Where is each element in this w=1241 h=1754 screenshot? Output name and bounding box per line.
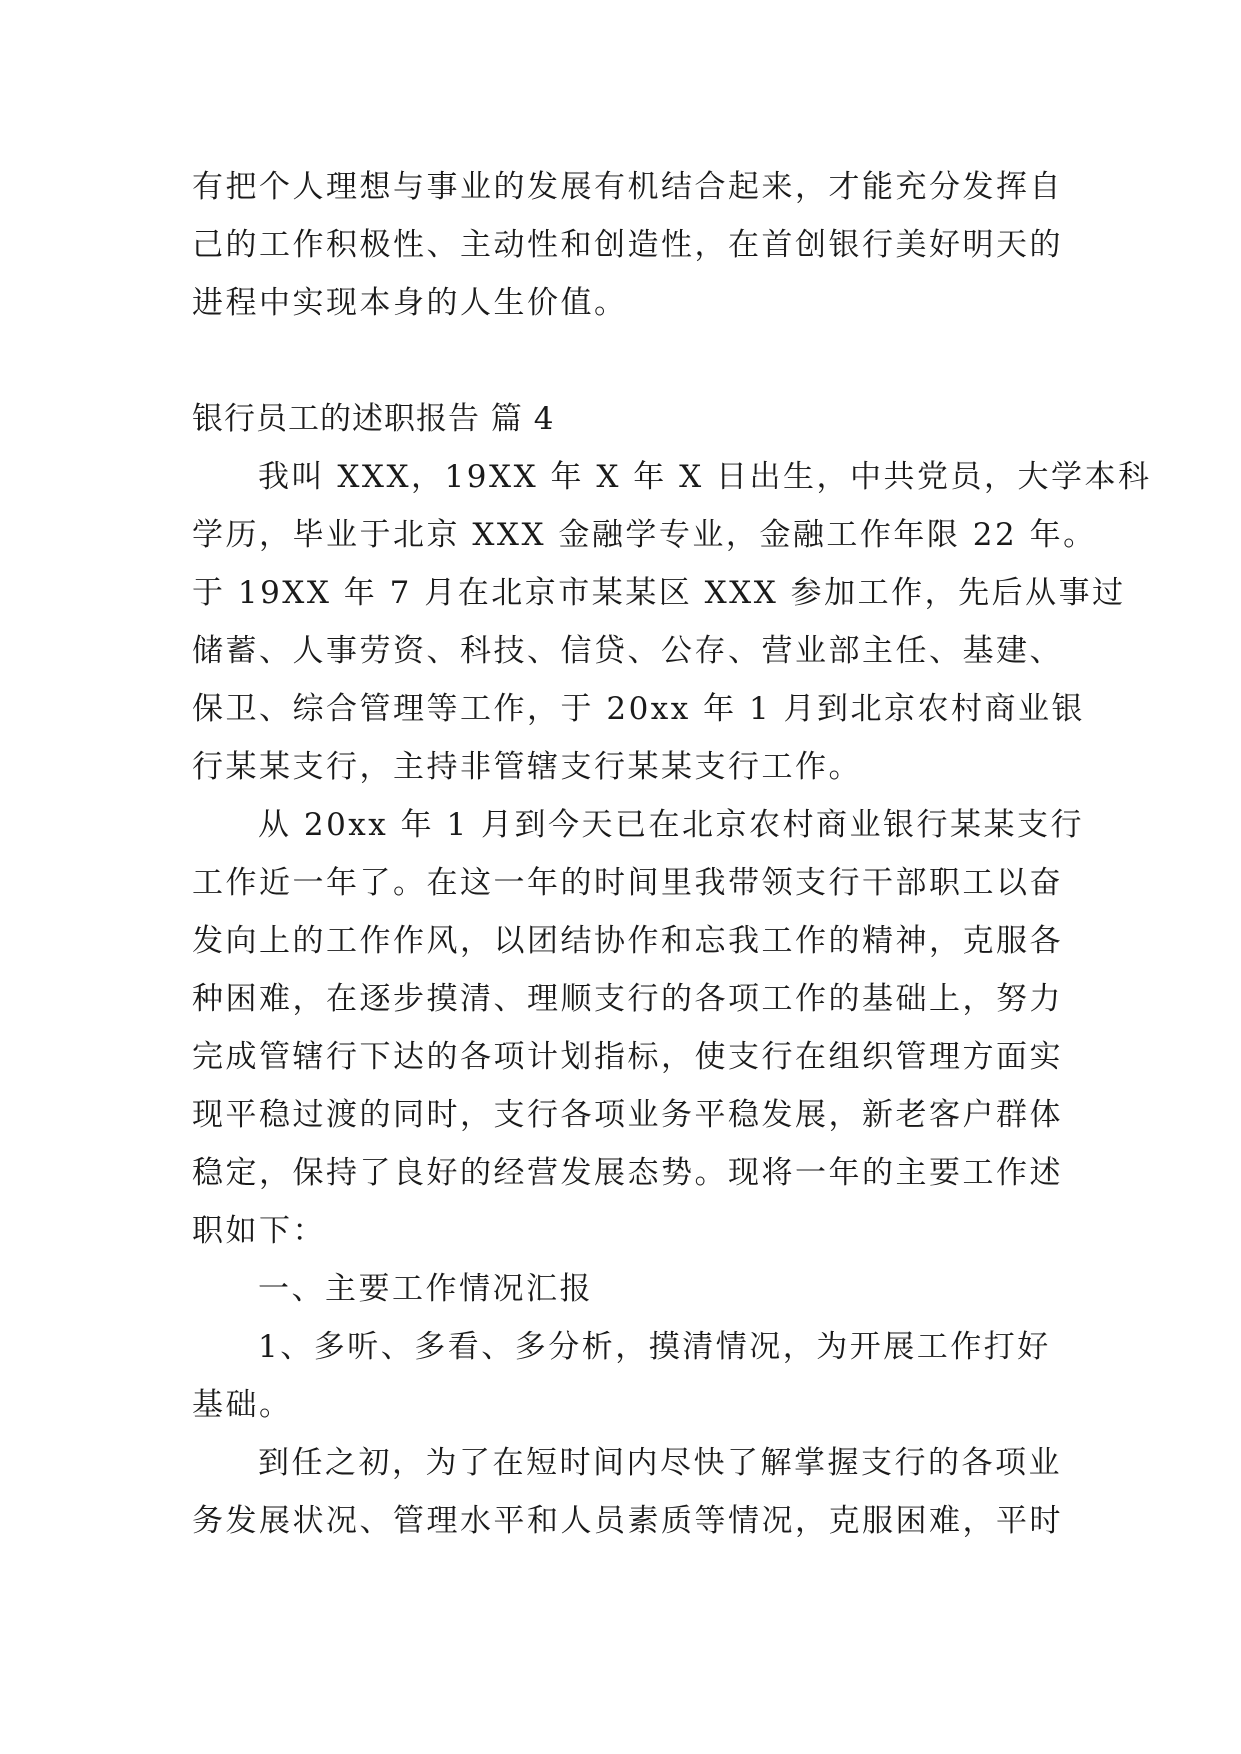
list-item-line: 基础。 xyxy=(192,1387,293,1423)
document-body xyxy=(192,158,1152,1550)
paragraph-line: 务发展状况、管理水平和人员素质等情况，克服困难，平时 xyxy=(192,1503,1063,1539)
paragraph-line: 保卫、综合管理等工作，于 20xx 年 1 月到北京农村商业银 xyxy=(192,691,1086,727)
paragraph-line: 完成管辖行下达的各项计划指标，使支行在组织管理方面实 xyxy=(192,1039,1063,1075)
paragraph-line: 学历，毕业于北京 XXX 金融学专业，金融工作年限 22 年。 xyxy=(192,517,1097,553)
paragraph-line: 工作近一年了。在这一年的时间里我带领支行干部职工以奋 xyxy=(192,865,1063,901)
intro-line: 己的工作积极性、主动性和创造性，在首创银行美好明天的 xyxy=(192,227,1063,263)
paragraph-line: 稳定，保持了良好的经营发展态势。现将一年的主要工作述 xyxy=(192,1155,1063,1191)
paragraph-line: 于 19XX 年 7 月在北京市某某区 XXX 参加工作，先后从事过 xyxy=(192,575,1126,611)
paragraph-gap xyxy=(192,332,1072,390)
intro-line: 进程中实现本身的人生价值。 xyxy=(192,285,628,321)
paragraph-line: 种困难，在逐步摸清、理顺支行的各项工作的基础上，努力 xyxy=(192,981,1063,1017)
paragraph-line: 我叫 XXX，19XX 年 X 年 X 日出生，中共党员，大学本科 xyxy=(258,459,1152,495)
paragraph-line: 职如下： xyxy=(192,1213,326,1249)
paragraph-line: 从 20xx 年 1 月到今天已在北京农村商业银行某某支行 xyxy=(258,807,1085,843)
paragraph-line: 行某某支行，主持非管辖支行某某支行工作。 xyxy=(192,749,862,785)
list-item-line: 1、多听、多看、多分析，摸清情况，为开展工作打好 xyxy=(258,1329,1051,1365)
paragraph-line: 现平稳过渡的同时，支行各项业务平稳发展，新老客户群体 xyxy=(192,1097,1063,1133)
paragraph-line: 到任之初，为了在短时间内尽快了解掌握支行的各项业 xyxy=(258,1445,1062,1481)
subheading: 一、主要工作情况汇报 xyxy=(258,1271,593,1307)
paragraph-line: 储蓄、人事劳资、科技、信贷、公存、营业部主任、基建、 xyxy=(192,633,1063,669)
section-title: 银行员工的述职报告 篇 4 xyxy=(192,401,555,437)
paragraph-line: 发向上的工作作风，以团结协作和忘我工作的精神，克服各 xyxy=(192,923,1063,959)
intro-line: 有把个人理想与事业的发展有机结合起来，才能充分发挥自 xyxy=(192,169,1063,205)
